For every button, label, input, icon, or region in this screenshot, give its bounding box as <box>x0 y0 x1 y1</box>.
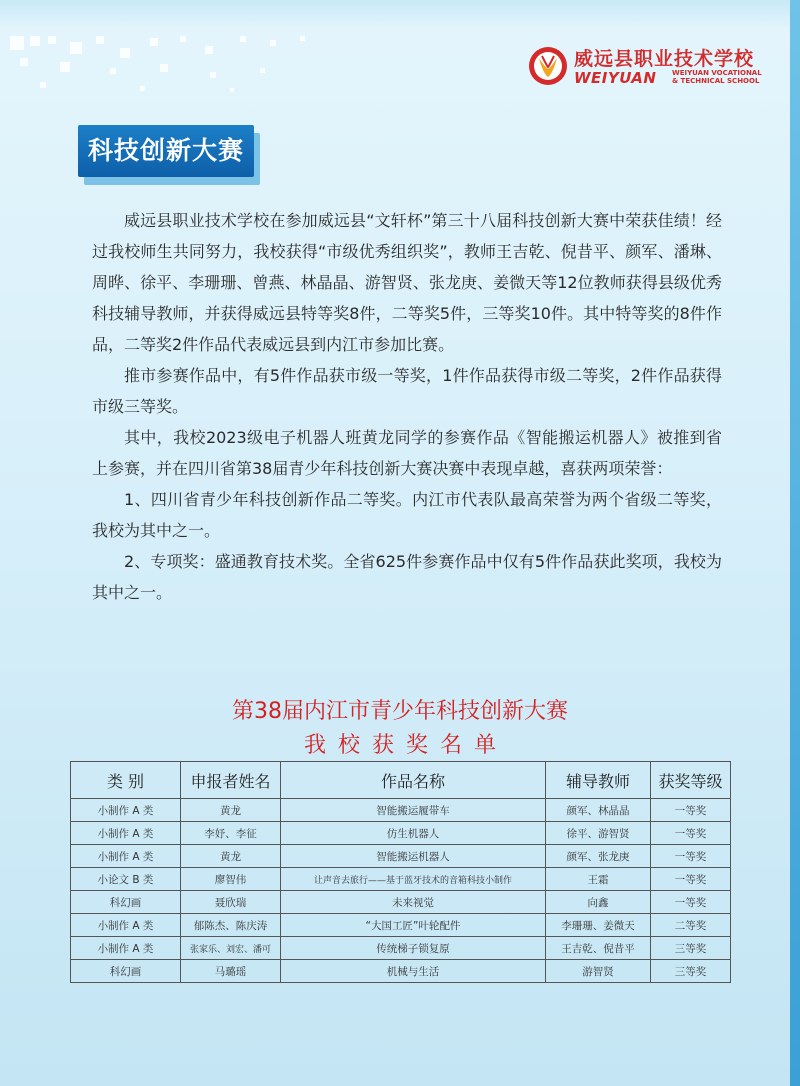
pixel-block <box>270 40 276 46</box>
table-row <box>71 799 731 822</box>
school-logo <box>528 44 773 90</box>
cell-award-level: 一等奖 <box>651 799 731 822</box>
header-applicant: 申报者姓名 <box>181 762 281 799</box>
cell-applicant: 廖智伟 <box>181 868 281 891</box>
pixel-block <box>180 36 186 42</box>
top-strip <box>0 0 800 30</box>
paragraph-2: 推市参赛作品中，有5件作品获市级一等奖，1件作品获得市级二等奖，2件作品获得市级三等奖。 <box>92 366 722 416</box>
pixel-block <box>48 36 56 44</box>
pixel-block <box>120 48 130 58</box>
cell-instructor: 李珊珊、姜微天 <box>546 914 651 937</box>
pixel-block <box>300 36 305 41</box>
cell-applicant: 郁陈杰、陈庆涛 <box>181 914 281 937</box>
cell-award-level: 一等奖 <box>651 868 731 891</box>
table-row <box>71 822 731 845</box>
pixel-block <box>205 46 213 54</box>
cell-award-level: 一等奖 <box>651 891 731 914</box>
table-row <box>71 868 731 891</box>
pixel-block <box>60 62 70 72</box>
cell-work-title: 机械与生活 <box>281 960 546 983</box>
table-row <box>71 914 731 937</box>
cell-award-level: 三等奖 <box>651 937 731 960</box>
pixel-block <box>110 68 116 74</box>
cell-work-title: 未来视觉 <box>281 891 546 914</box>
award-table <box>70 761 731 983</box>
cell-instructor: 王霜 <box>546 868 651 891</box>
header-work-title: 作品名称 <box>281 762 546 799</box>
table-row <box>71 891 731 914</box>
cell-category: 小制作 A 类 <box>71 914 181 937</box>
award-list-subtitle: 我校获奖名单 <box>303 733 508 758</box>
cell-work-title: 传统梯子锁复原 <box>281 937 546 960</box>
school-name-en-sub <box>672 69 762 85</box>
school-name-en: WEIYUAN <box>574 69 657 87</box>
cell-instructor: 徐平、游智贤 <box>546 822 651 845</box>
cell-category: 小制作 A 类 <box>71 799 181 822</box>
cell-category: 小制作 A 类 <box>71 845 181 868</box>
cell-work-title: 让声音去旅行——基于蓝牙技术的音箱科技小制作 <box>281 868 546 891</box>
cell-award-level: 二等奖 <box>651 914 731 937</box>
school-name-en-sub-line1: WEIYUAN VOCATIONAL <box>672 69 762 77</box>
article-body <box>92 205 722 608</box>
section-title-tab <box>78 125 258 183</box>
pixel-block <box>10 36 24 50</box>
right-edge-bar <box>790 0 800 1086</box>
cell-award-level: 一等奖 <box>651 822 731 845</box>
pixel-block <box>70 42 82 54</box>
pixel-block <box>96 36 104 44</box>
cell-work-title: 智能搬运履带车 <box>281 799 546 822</box>
paragraph-4: 1、四川省青少年科技创新作品二等奖。内江市代表队最高荣誉为两个省级二等奖，我校为其中之一。 <box>92 490 722 540</box>
pixel-block <box>260 68 265 73</box>
cell-instructor: 颜军、林晶晶 <box>546 799 651 822</box>
cell-award-level: 三等奖 <box>651 960 731 983</box>
table-row <box>71 960 731 983</box>
pixel-block <box>150 38 158 46</box>
paragraph-5: 2、专项奖：盛通教育技术奖。全省625件参赛作品中仅有5件作品获此奖项，我校为其中之一。 <box>92 552 722 602</box>
header-category: 类 别 <box>71 762 181 799</box>
award-table-header <box>71 762 731 799</box>
pixel-block <box>140 86 145 91</box>
pixel-block <box>30 36 40 46</box>
pixel-block <box>40 82 46 88</box>
cell-applicant: 马璐瑶 <box>181 960 281 983</box>
pixel-decoration <box>0 28 330 98</box>
table-row <box>71 937 731 960</box>
cell-category: 小制作 A 类 <box>71 822 181 845</box>
section-title: 科技创新大赛 <box>87 136 244 165</box>
cell-applicant: 聂欣瑞 <box>181 891 281 914</box>
cell-instructor: 颜军、张龙庚 <box>546 845 651 868</box>
pixel-block <box>240 36 246 42</box>
cell-work-title: 仿生机器人 <box>281 822 546 845</box>
pixel-block <box>160 64 168 72</box>
cell-category: 科幻画 <box>71 891 181 914</box>
school-name-cn: 威远县职业技术学校 <box>574 48 755 70</box>
school-name-en-sub-line2: & TECHNICAL SCHOOL <box>672 77 760 85</box>
table-row <box>71 845 731 868</box>
cell-instructor: 王吉乾、倪昔平 <box>546 937 651 960</box>
cell-category: 小论文 B 类 <box>71 868 181 891</box>
header-award-level: 获奖等级 <box>651 762 731 799</box>
pixel-block <box>20 58 28 66</box>
pixel-block <box>210 72 216 78</box>
cell-applicant: 李妤、李征 <box>181 822 281 845</box>
cell-instructor: 向鑫 <box>546 891 651 914</box>
cell-award-level: 一等奖 <box>651 845 731 868</box>
paragraph-3: 其中，我校2023级电子机器人班黄龙同学的参赛作品《智能搬运机器人》被推到省上参赛，并在四川省第38届青少年科技创新大赛决赛中表现卓越，喜获两项荣誉： <box>92 428 722 478</box>
pixel-block <box>230 88 234 92</box>
cell-category: 小制作 A 类 <box>71 937 181 960</box>
paragraph-1: 威远县职业技术学校在参加威远县“文轩杯”第三十八届科技创新大赛中荣获佳绩！经过我校师生共同努力，我校获得“市级优秀组织奖”，教师王吉乾、倪昔平、颜军、潘琳、周晔、徐平、李珊珊、曾燕、林晶晶、游智贤、张龙庚、姜微天等12位教师获得县级优秀科技辅导教师，并获得威远县特等奖8件，二等奖5件，三等奖10件。其中特等奖的8件作品，二等奖2件作品代表威远县到内江市参加比赛。 <box>92 211 722 354</box>
cell-work-title: 智能搬运机器人 <box>281 845 546 868</box>
cell-category: 科幻画 <box>71 960 181 983</box>
cell-applicant: 张家乐、刘宏、潘可 <box>181 937 281 960</box>
award-list-title: 第38届内江市青少年科技创新大赛 <box>232 699 568 724</box>
header-instructor: 辅导教师 <box>546 762 651 799</box>
cell-applicant: 黄龙 <box>181 845 281 868</box>
cell-instructor: 游智贤 <box>546 960 651 983</box>
cell-work-title: “大国工匠”叶轮配件 <box>281 914 546 937</box>
school-emblem-icon <box>528 46 568 86</box>
cell-applicant: 黄龙 <box>181 799 281 822</box>
